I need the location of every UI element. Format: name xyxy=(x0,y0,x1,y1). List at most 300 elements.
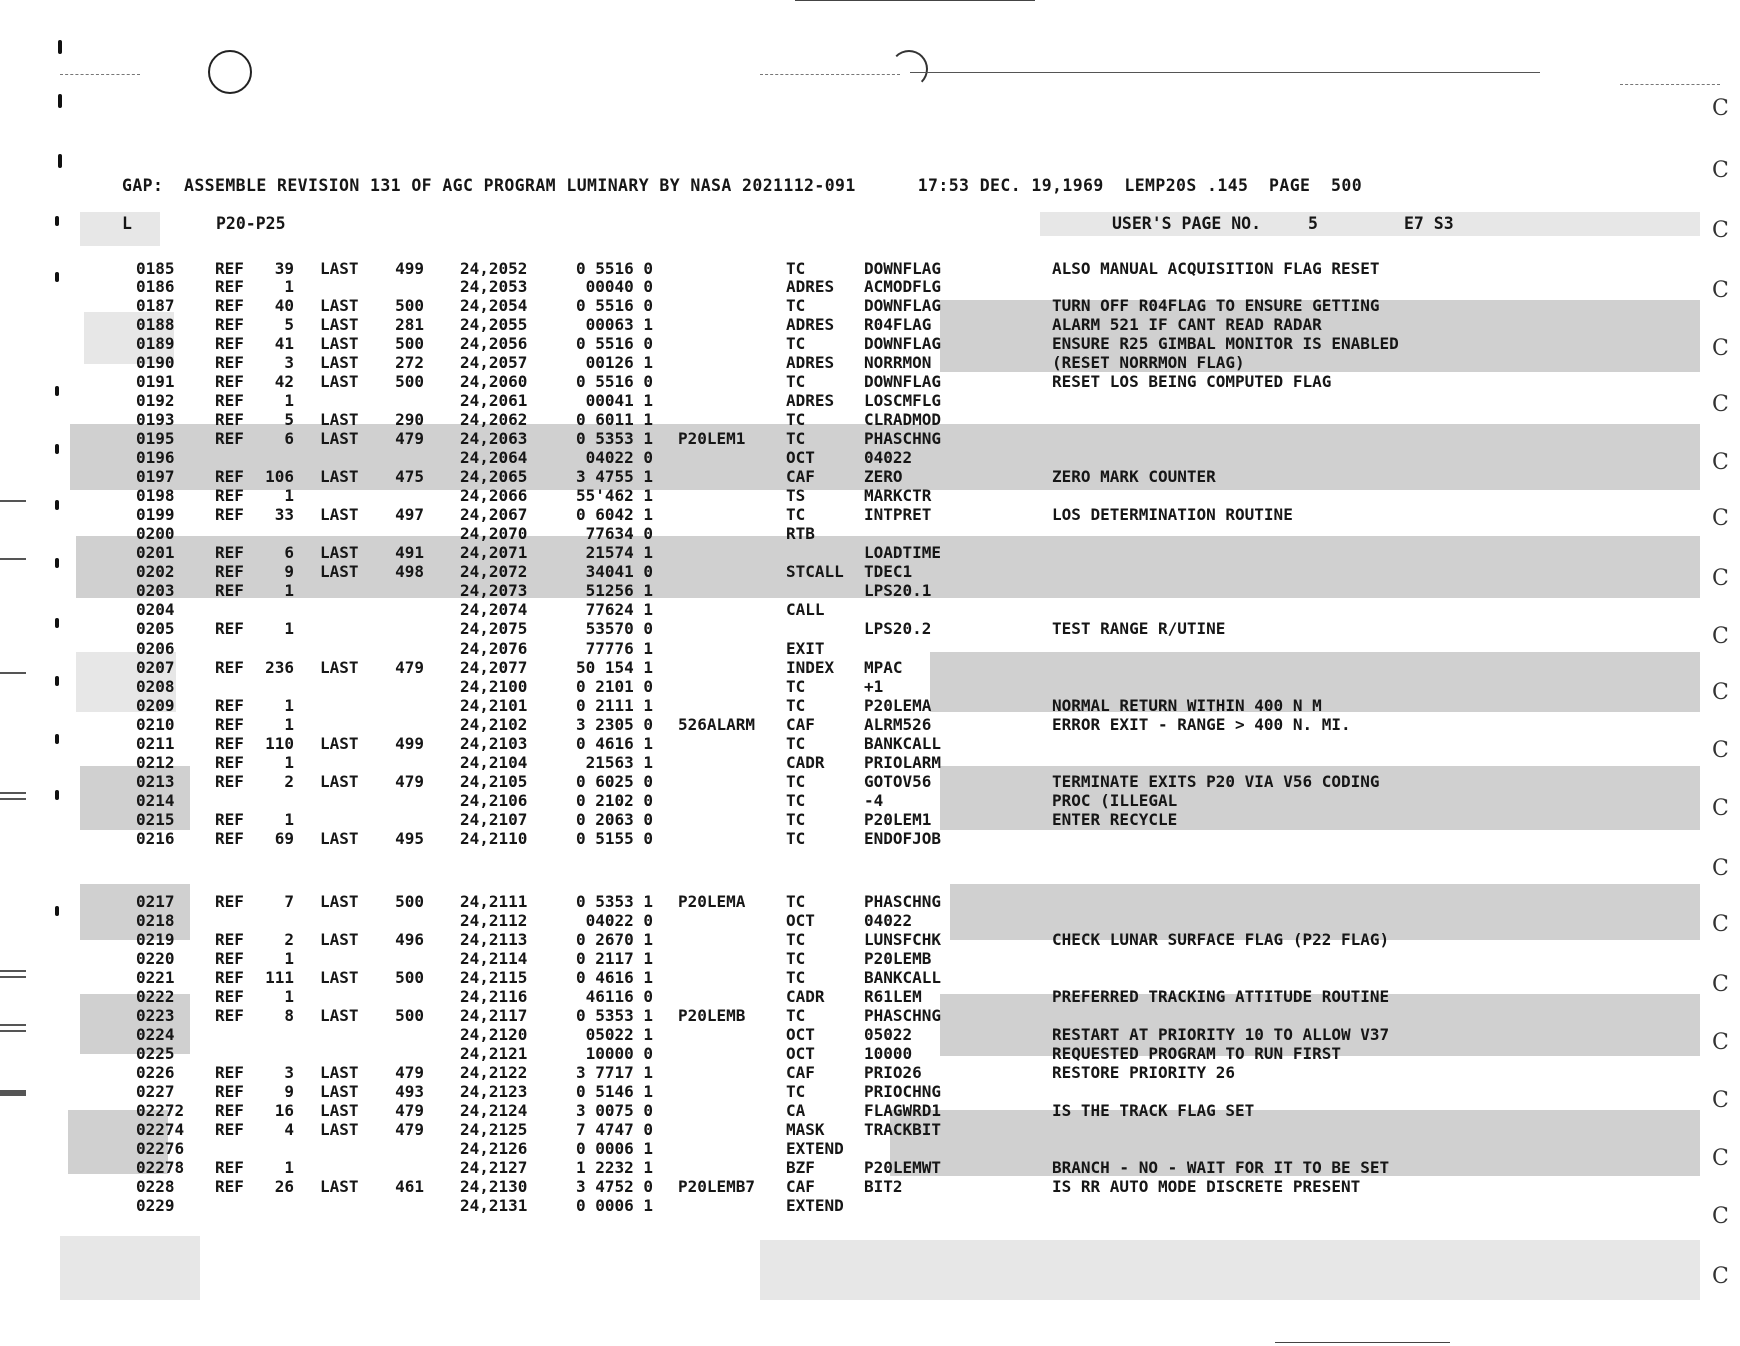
line-number: 02278 xyxy=(136,1158,185,1177)
comment: LOS DETERMINATION ROUTINE xyxy=(1052,505,1293,524)
listing-row xyxy=(0,600,1740,619)
ref-count: 1 xyxy=(284,619,294,638)
listing-row xyxy=(0,448,1740,467)
memory-address: 24,2112 xyxy=(460,911,528,930)
scan-dash-mark xyxy=(910,72,1540,73)
ref-count: 236 xyxy=(265,658,294,677)
memory-address: 24,2064 xyxy=(460,448,528,467)
operand: 10000 xyxy=(864,1044,913,1063)
line-number: 0187 xyxy=(136,296,175,315)
ref-count: 1 xyxy=(284,391,294,410)
last-keyword: LAST xyxy=(320,1177,359,1196)
octal-word: 0 6025 0 xyxy=(575,772,653,791)
ref-keyword: REF xyxy=(215,486,244,505)
ref-keyword: REF xyxy=(215,505,244,524)
opcode: EXTEND xyxy=(786,1139,844,1158)
operand: TRACKBIT xyxy=(864,1120,942,1139)
operand: DOWNFLAG xyxy=(864,334,942,353)
octal-word: 0 5353 1 xyxy=(575,429,653,448)
listing-row xyxy=(0,734,1740,753)
memory-address: 24,2115 xyxy=(460,968,528,987)
last-page: 479 xyxy=(395,1101,424,1120)
ref-count: 1 xyxy=(284,715,294,734)
opcode: INDEX xyxy=(786,658,835,677)
edge-c-mark: C xyxy=(1712,624,1729,649)
ref-keyword: REF xyxy=(215,715,244,734)
scan-smudge-band xyxy=(80,212,160,246)
operand: BANKCALL xyxy=(864,734,942,753)
comment: PROC (ILLEGAL xyxy=(1052,791,1178,810)
memory-address: 24,2110 xyxy=(460,829,528,848)
ref-keyword: REF xyxy=(215,429,244,448)
operand: P20LEMWT xyxy=(864,1158,942,1177)
listing-row xyxy=(0,911,1740,930)
last-keyword: LAST xyxy=(320,543,359,562)
ref-count: 5 xyxy=(284,315,294,334)
operand: CLRADMOD xyxy=(864,410,942,429)
ref-count: 1 xyxy=(284,696,294,715)
memory-address: 24,2073 xyxy=(460,581,528,600)
opcode: TC xyxy=(786,829,806,848)
line-number: 0188 xyxy=(136,315,175,334)
edge-tick-mark xyxy=(58,40,62,54)
ref-keyword: REF xyxy=(215,1177,244,1196)
octal-word: 3 0075 0 xyxy=(575,1101,653,1120)
operand: LOADTIME xyxy=(864,543,942,562)
scan-dash-mark xyxy=(60,74,140,75)
line-number: 0212 xyxy=(136,753,175,772)
opcode: TC xyxy=(786,930,806,949)
last-page: 461 xyxy=(395,1177,424,1196)
ref-keyword: REF xyxy=(215,467,244,486)
ref-count: 41 xyxy=(274,334,294,353)
memory-address: 24,2123 xyxy=(460,1082,528,1101)
edge-c-mark: C xyxy=(1712,392,1729,417)
line-number: 0217 xyxy=(136,892,175,911)
opcode: STCALL xyxy=(786,562,844,581)
operand: R04FLAG xyxy=(864,315,932,334)
listing-row xyxy=(0,277,1740,296)
last-page: 498 xyxy=(395,562,424,581)
operand: PHASCHNG xyxy=(864,1006,942,1025)
ref-count: 5 xyxy=(284,410,294,429)
listing-header: GAP: ASSEMBLE REVISION 131 OF AGC PROGRAM LUMINARY BY NASA 2021112-091 17:53 DEC. 19,1969 LEMP20S .145 PAGE 500 xyxy=(122,176,1363,195)
ref-keyword: REF xyxy=(215,581,244,600)
last-page: 500 xyxy=(395,1006,424,1025)
operand: ALRM526 xyxy=(864,715,932,734)
listing-row xyxy=(0,715,1740,734)
opcode: TC xyxy=(786,810,806,829)
memory-address: 24,2054 xyxy=(460,296,528,315)
ref-count: 3 xyxy=(284,1063,294,1082)
line-number: 0225 xyxy=(136,1044,175,1063)
octal-word: 77776 1 xyxy=(585,639,653,658)
operand: FLAGWRD1 xyxy=(864,1101,942,1120)
memory-address: 24,2056 xyxy=(460,334,528,353)
ref-count: 9 xyxy=(284,1082,294,1101)
last-page: 500 xyxy=(395,892,424,911)
edge-tick-mark xyxy=(58,154,62,168)
operand: PHASCHNG xyxy=(864,429,942,448)
octal-word: 1 2232 1 xyxy=(575,1158,653,1177)
line-number: 0215 xyxy=(136,810,175,829)
last-keyword: LAST xyxy=(320,772,359,791)
listing-row xyxy=(0,1044,1740,1063)
octal-word: 46116 0 xyxy=(585,987,653,1006)
ref-count: 110 xyxy=(265,734,294,753)
memory-address: 24,2076 xyxy=(460,639,528,658)
line-number: 0192 xyxy=(136,391,175,410)
memory-address: 24,2120 xyxy=(460,1025,528,1044)
listing-row xyxy=(0,619,1740,638)
memory-address: 24,2052 xyxy=(460,259,528,278)
punch-hole-mark xyxy=(890,50,928,88)
opcode: OCT xyxy=(786,1025,815,1044)
listing-row xyxy=(0,467,1740,486)
opcode: TC xyxy=(786,892,806,911)
ref-keyword: REF xyxy=(215,372,244,391)
last-page: 496 xyxy=(395,930,424,949)
last-page: 475 xyxy=(395,467,424,486)
edge-c-mark: C xyxy=(1712,336,1729,361)
opcode: CA xyxy=(786,1101,806,1120)
opcode: TC xyxy=(786,259,806,278)
memory-address: 24,2122 xyxy=(460,1063,528,1082)
opcode: TC xyxy=(786,296,806,315)
line-number: 0207 xyxy=(136,658,175,677)
scan-smudge-band xyxy=(60,1236,200,1300)
ref-keyword: REF xyxy=(215,353,244,372)
octal-word: 0 6011 1 xyxy=(575,410,653,429)
section-marker: L xyxy=(122,214,132,233)
edge-c-mark: C xyxy=(1712,1204,1729,1229)
line-number: 0185 xyxy=(136,259,175,278)
last-keyword: LAST xyxy=(320,734,359,753)
ref-count: 40 xyxy=(274,296,294,315)
memory-address: 24,2066 xyxy=(460,486,528,505)
operand: P20LEMB xyxy=(864,949,932,968)
listing-row xyxy=(0,968,1740,987)
opcode: TS xyxy=(786,486,806,505)
line-number: 02272 xyxy=(136,1101,185,1120)
comment: REQUESTED PROGRAM TO RUN FIRST xyxy=(1052,1044,1341,1063)
listing-row xyxy=(0,1101,1740,1120)
listing-row xyxy=(0,429,1740,448)
opcode: TC xyxy=(786,696,806,715)
operand: LOSCMFLG xyxy=(864,391,942,410)
edge-c-mark: C xyxy=(1712,796,1729,821)
ref-keyword: REF xyxy=(215,696,244,715)
memory-address: 24,2113 xyxy=(460,930,528,949)
octal-word: 0 4616 1 xyxy=(575,968,653,987)
octal-word: 0 2111 1 xyxy=(575,696,653,715)
edge-c-mark: C xyxy=(1712,278,1729,303)
listing-row xyxy=(0,810,1740,829)
operand: MPAC xyxy=(864,658,903,677)
ref-count: 6 xyxy=(284,543,294,562)
octal-word: 04022 0 xyxy=(585,448,653,467)
edge-c-mark: C xyxy=(1712,1088,1729,1113)
last-page: 493 xyxy=(395,1082,424,1101)
listing-row xyxy=(0,259,1740,278)
ref-count: 39 xyxy=(274,259,294,278)
ref-count: 1 xyxy=(284,810,294,829)
edge-tick-mark xyxy=(55,216,59,226)
operand: 04022 xyxy=(864,911,913,930)
operand: PRIOLARM xyxy=(864,753,942,772)
octal-word: 53570 0 xyxy=(585,619,653,638)
ref-count: 1 xyxy=(284,277,294,296)
opcode: EXTEND xyxy=(786,1196,844,1215)
last-keyword: LAST xyxy=(320,372,359,391)
ref-keyword: REF xyxy=(215,930,244,949)
line-number: 0213 xyxy=(136,772,175,791)
opcode: BZF xyxy=(786,1158,815,1177)
opcode: TC xyxy=(786,949,806,968)
opcode: ADRES xyxy=(786,315,835,334)
users-page-label: USER'S PAGE NO. xyxy=(1112,214,1262,233)
ref-keyword: REF xyxy=(215,968,244,987)
symbol-label: 526ALARM xyxy=(678,715,756,734)
operand: NORRMON xyxy=(864,353,932,372)
opcode: TC xyxy=(786,772,806,791)
comment: RESET LOS BEING COMPUTED FLAG xyxy=(1052,372,1332,391)
opcode: CALL xyxy=(786,600,825,619)
line-number: 0197 xyxy=(136,467,175,486)
ref-keyword: REF xyxy=(215,277,244,296)
operand: PHASCHNG xyxy=(864,892,942,911)
memory-address: 24,2116 xyxy=(460,987,528,1006)
opcode: TC xyxy=(786,334,806,353)
memory-address: 24,2067 xyxy=(460,505,528,524)
listing-row xyxy=(0,677,1740,696)
comment: ENSURE R25 GIMBAL MONITOR IS ENABLED xyxy=(1052,334,1399,353)
last-keyword: LAST xyxy=(320,829,359,848)
opcode: TC xyxy=(786,1006,806,1025)
comment: TURN OFF R04FLAG TO ENSURE GETTING xyxy=(1052,296,1380,315)
operand: -4 xyxy=(864,791,884,810)
memory-address: 24,2125 xyxy=(460,1120,528,1139)
operand: DOWNFLAG xyxy=(864,259,942,278)
memory-address: 24,2055 xyxy=(460,315,528,334)
octal-word: 0 5516 0 xyxy=(575,334,653,353)
listing-row xyxy=(0,930,1740,949)
scan-dash-mark xyxy=(760,74,900,75)
octal-word: 04022 0 xyxy=(585,911,653,930)
ref-count: 1 xyxy=(284,987,294,1006)
ref-keyword: REF xyxy=(215,753,244,772)
octal-word: 77624 1 xyxy=(585,600,653,619)
opcode: OCT xyxy=(786,448,815,467)
last-page: 479 xyxy=(395,658,424,677)
last-page: 491 xyxy=(395,543,424,562)
ref-keyword: REF xyxy=(215,619,244,638)
comment: (RESET NORRMON FLAG) xyxy=(1052,353,1245,372)
edge-tick-mark xyxy=(58,94,62,108)
comment: RESTART AT PRIORITY 10 TO ALLOW V37 xyxy=(1052,1025,1390,1044)
listing-row xyxy=(0,892,1740,911)
memory-address: 24,2101 xyxy=(460,696,528,715)
line-number: 0196 xyxy=(136,448,175,467)
line-number: 0211 xyxy=(136,734,175,753)
ref-keyword: REF xyxy=(215,892,244,911)
comment: IS RR AUTO MODE DISCRETE PRESENT xyxy=(1052,1177,1361,1196)
edge-c-mark: C xyxy=(1712,96,1729,121)
memory-address: 24,2127 xyxy=(460,1158,528,1177)
comment: ALARM 521 IF CANT READ RADAR xyxy=(1052,315,1322,334)
line-number: 0229 xyxy=(136,1196,175,1215)
listing-row xyxy=(0,353,1740,372)
ref-count: 2 xyxy=(284,930,294,949)
line-number: 0221 xyxy=(136,968,175,987)
opcode: OCT xyxy=(786,1044,815,1063)
ref-keyword: REF xyxy=(215,410,244,429)
line-number: 0193 xyxy=(136,410,175,429)
edge-c-mark: C xyxy=(1712,912,1729,937)
listing-row xyxy=(0,1158,1740,1177)
edge-c-mark: C xyxy=(1712,680,1729,705)
last-page: 497 xyxy=(395,505,424,524)
comment: BRANCH - NO - WAIT FOR IT TO BE SET xyxy=(1052,1158,1390,1177)
listing-row xyxy=(0,696,1740,715)
memory-address: 24,2117 xyxy=(460,1006,528,1025)
opcode: TC xyxy=(786,677,806,696)
octal-word: 3 4752 0 xyxy=(575,1177,653,1196)
memory-address: 24,2060 xyxy=(460,372,528,391)
last-keyword: LAST xyxy=(320,334,359,353)
opcode: CAF xyxy=(786,467,815,486)
symbol-label: P20LEMB xyxy=(678,1006,746,1025)
octal-word: 10000 0 xyxy=(585,1044,653,1063)
ref-count: 6 xyxy=(284,429,294,448)
last-page: 479 xyxy=(395,1063,424,1082)
ref-keyword: REF xyxy=(215,829,244,848)
last-page: 290 xyxy=(395,410,424,429)
opcode: TC xyxy=(786,791,806,810)
operand: TDEC1 xyxy=(864,562,913,581)
operand: GOTOV56 xyxy=(864,772,932,791)
scan-edge-line xyxy=(795,0,1035,1)
punch-hole-mark xyxy=(208,50,252,94)
memory-address: 24,2102 xyxy=(460,715,528,734)
memory-address: 24,2107 xyxy=(460,810,528,829)
edge-c-mark: C xyxy=(1712,856,1729,881)
scan-smudge-band xyxy=(760,1240,1700,1300)
ref-keyword: REF xyxy=(215,734,244,753)
memory-address: 24,2126 xyxy=(460,1139,528,1158)
operand: ACMODFLG xyxy=(864,277,942,296)
opcode: CADR xyxy=(786,753,825,772)
ref-count: 9 xyxy=(284,562,294,581)
listing-row xyxy=(0,1120,1740,1139)
octal-word: 0 5353 1 xyxy=(575,1006,653,1025)
memory-address: 24,2053 xyxy=(460,277,528,296)
memory-address: 24,2072 xyxy=(460,562,528,581)
line-number: 0222 xyxy=(136,987,175,1006)
comment: TERMINATE EXITS P20 VIA V56 CODING xyxy=(1052,772,1380,791)
listing-row xyxy=(0,753,1740,772)
line-number: 02276 xyxy=(136,1139,185,1158)
last-keyword: LAST xyxy=(320,1063,359,1082)
operand: R61LEM xyxy=(864,987,922,1006)
last-keyword: LAST xyxy=(320,1120,359,1139)
ref-keyword: REF xyxy=(215,315,244,334)
listing-row xyxy=(0,581,1740,600)
opcode: TC xyxy=(786,505,806,524)
last-page: 500 xyxy=(395,968,424,987)
ref-keyword: REF xyxy=(215,949,244,968)
symbol-label: P20LEMB7 xyxy=(678,1177,756,1196)
ref-count: 33 xyxy=(274,505,294,524)
line-number: 0202 xyxy=(136,562,175,581)
ref-keyword: REF xyxy=(215,334,244,353)
opcode: ADRES xyxy=(786,277,835,296)
listing-row xyxy=(0,410,1740,429)
line-number: 0208 xyxy=(136,677,175,696)
memory-address: 24,2100 xyxy=(460,677,528,696)
edge-c-mark: C xyxy=(1712,158,1729,183)
line-number: 0195 xyxy=(136,429,175,448)
operand: MARKCTR xyxy=(864,486,932,505)
ref-count: 1 xyxy=(284,486,294,505)
octal-word: 05022 1 xyxy=(585,1025,653,1044)
octal-word: 3 2305 0 xyxy=(575,715,653,734)
users-page-number: 5 xyxy=(1308,214,1318,233)
line-number: 0186 xyxy=(136,277,175,296)
listing-row xyxy=(0,1025,1740,1044)
listing-row xyxy=(0,486,1740,505)
memory-address: 24,2121 xyxy=(460,1044,528,1063)
last-page: 281 xyxy=(395,315,424,334)
operand: BANKCALL xyxy=(864,968,942,987)
last-page: 479 xyxy=(395,1120,424,1139)
last-page: 499 xyxy=(395,259,424,278)
line-number: 0227 xyxy=(136,1082,175,1101)
last-keyword: LAST xyxy=(320,1082,359,1101)
memory-address: 24,2070 xyxy=(460,524,528,543)
opcode: ADRES xyxy=(786,391,835,410)
last-page: 479 xyxy=(395,429,424,448)
listing-row xyxy=(0,505,1740,524)
operand: 04022 xyxy=(864,448,913,467)
operand: DOWNFLAG xyxy=(864,296,942,315)
line-number: 0218 xyxy=(136,911,175,930)
ref-keyword: REF xyxy=(215,987,244,1006)
octal-word: 55'462 1 xyxy=(575,486,653,505)
line-number: 0198 xyxy=(136,486,175,505)
subroutine-title: P20-P25 xyxy=(216,214,286,233)
ref-keyword: REF xyxy=(215,391,244,410)
operand: P20LEMA xyxy=(864,696,932,715)
listing-row xyxy=(0,543,1740,562)
last-keyword: LAST xyxy=(320,505,359,524)
ref-keyword: REF xyxy=(215,1101,244,1120)
operand: +1 xyxy=(864,677,884,696)
operand: INTPRET xyxy=(864,505,932,524)
comment: PREFERRED TRACKING ATTITUDE ROUTINE xyxy=(1052,987,1390,1006)
memory-address: 24,2057 xyxy=(460,353,528,372)
opcode: CAF xyxy=(786,1063,815,1082)
line-number: 0203 xyxy=(136,581,175,600)
last-keyword: LAST xyxy=(320,429,359,448)
memory-address: 24,2114 xyxy=(460,949,528,968)
listing-row xyxy=(0,372,1740,391)
ref-keyword: REF xyxy=(215,1120,244,1139)
ref-keyword: REF xyxy=(215,543,244,562)
scan-dash-mark xyxy=(1620,84,1720,85)
last-page: 500 xyxy=(395,372,424,391)
operand: LPS20.1 xyxy=(864,581,932,600)
